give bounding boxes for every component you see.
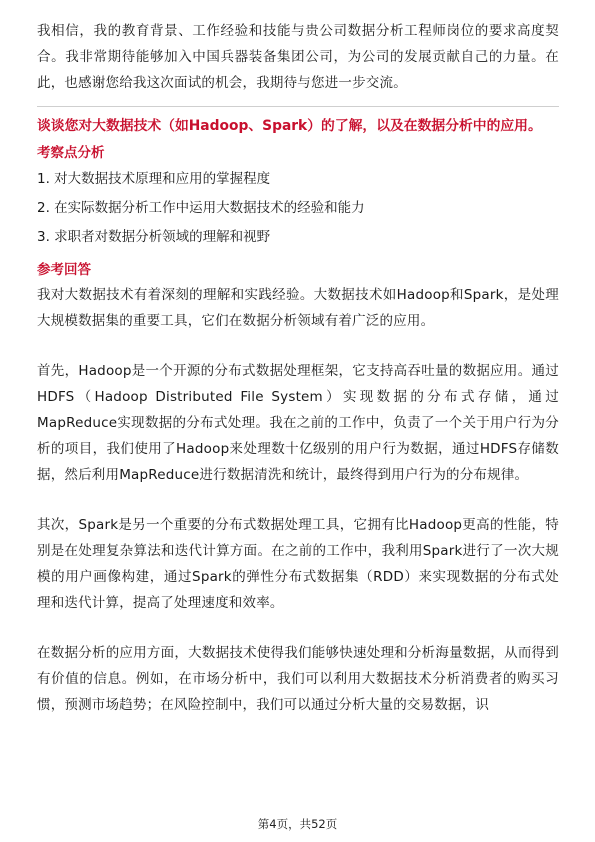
page-number: 第4页，共52页 [257, 817, 338, 831]
analysis-item: 2. 在实际数据分析工作中运用大数据技术的经验和能力 [37, 200, 365, 216]
question-heading: 谈谈您对大数据技术（如Hadoop、Spark）的了解，以及在数据分析中的应用。 [37, 118, 542, 134]
analysis-title: 考察点分析 [37, 145, 105, 161]
answer-paragraph: 其次，Spark是另一个重要的分布式数据处理工具，它拥有比Hadoop更高的性能，特别是在处理复杂算法和迭代计算方面。在之前的工作中，我利用Spark进行了一次大规模的用户画像构建，通过Spark的弹性分布式数据集（RDD）来实现数据的分布式处理和迭代计算，提高了处理速度和效率。 [37, 517, 559, 611]
paragraph-gap [37, 488, 559, 512]
analysis-item: 1. 对大数据技术原理和应用的掌握程度 [37, 171, 271, 187]
analysis-item: 3. 求职者对数据分析领域的理解和视野 [37, 229, 271, 245]
paragraph-gap [37, 616, 559, 640]
paragraph-gap [37, 334, 559, 358]
document-page [37, 18, 559, 718]
answer-paragraph: 我对大数据技术有着深刻的理解和实践经验。大数据技术如Hadoop和Spark，是处理大规模数据集的重要工具，它们在数据分析领域有着广泛的应用。 [37, 287, 559, 329]
section-divider [37, 106, 559, 107]
answer-paragraph: 在数据分析的应用方面，大数据技术使得我们能够快速处理和分析海量数据，从而得到有价值的信息。例如，在市场分析中，我们可以利用大数据技术分析消费者的购买习惯，预测市场趋势；在风险控制中，我们可以通过分析大量的交易数据，识 [37, 645, 559, 713]
answer-title: 参考回答 [37, 262, 91, 278]
intro-paragraph: 我相信，我的教育背景、工作经验和技能与贵公司数据分析工程师岗位的要求高度契合。我非常期待能够加入中国兵器装备集团公司，为公司的发展贡献自己的力量。在此，也感谢您给我这次面试的机会，我期待与您进一步交流。 [37, 23, 559, 91]
answer-paragraph: 首先，Hadoop是一个开源的分布式数据处理框架，它支持高吞吐量的数据应用。通过HDFS（Hadoop Distributed File System）实现数据的分布式存储，通过MapReduce实现数据的分布式处理。我在之前的工作中，负责了一个关于用户行为分析的项目，我们使用了Hadoop来处理数十亿级别的用户行为数据，通过HDFS存储数据，然后利用MapReduce进行数据清洗和统计，最终得到用户行为的分布规律。 [37, 363, 559, 483]
